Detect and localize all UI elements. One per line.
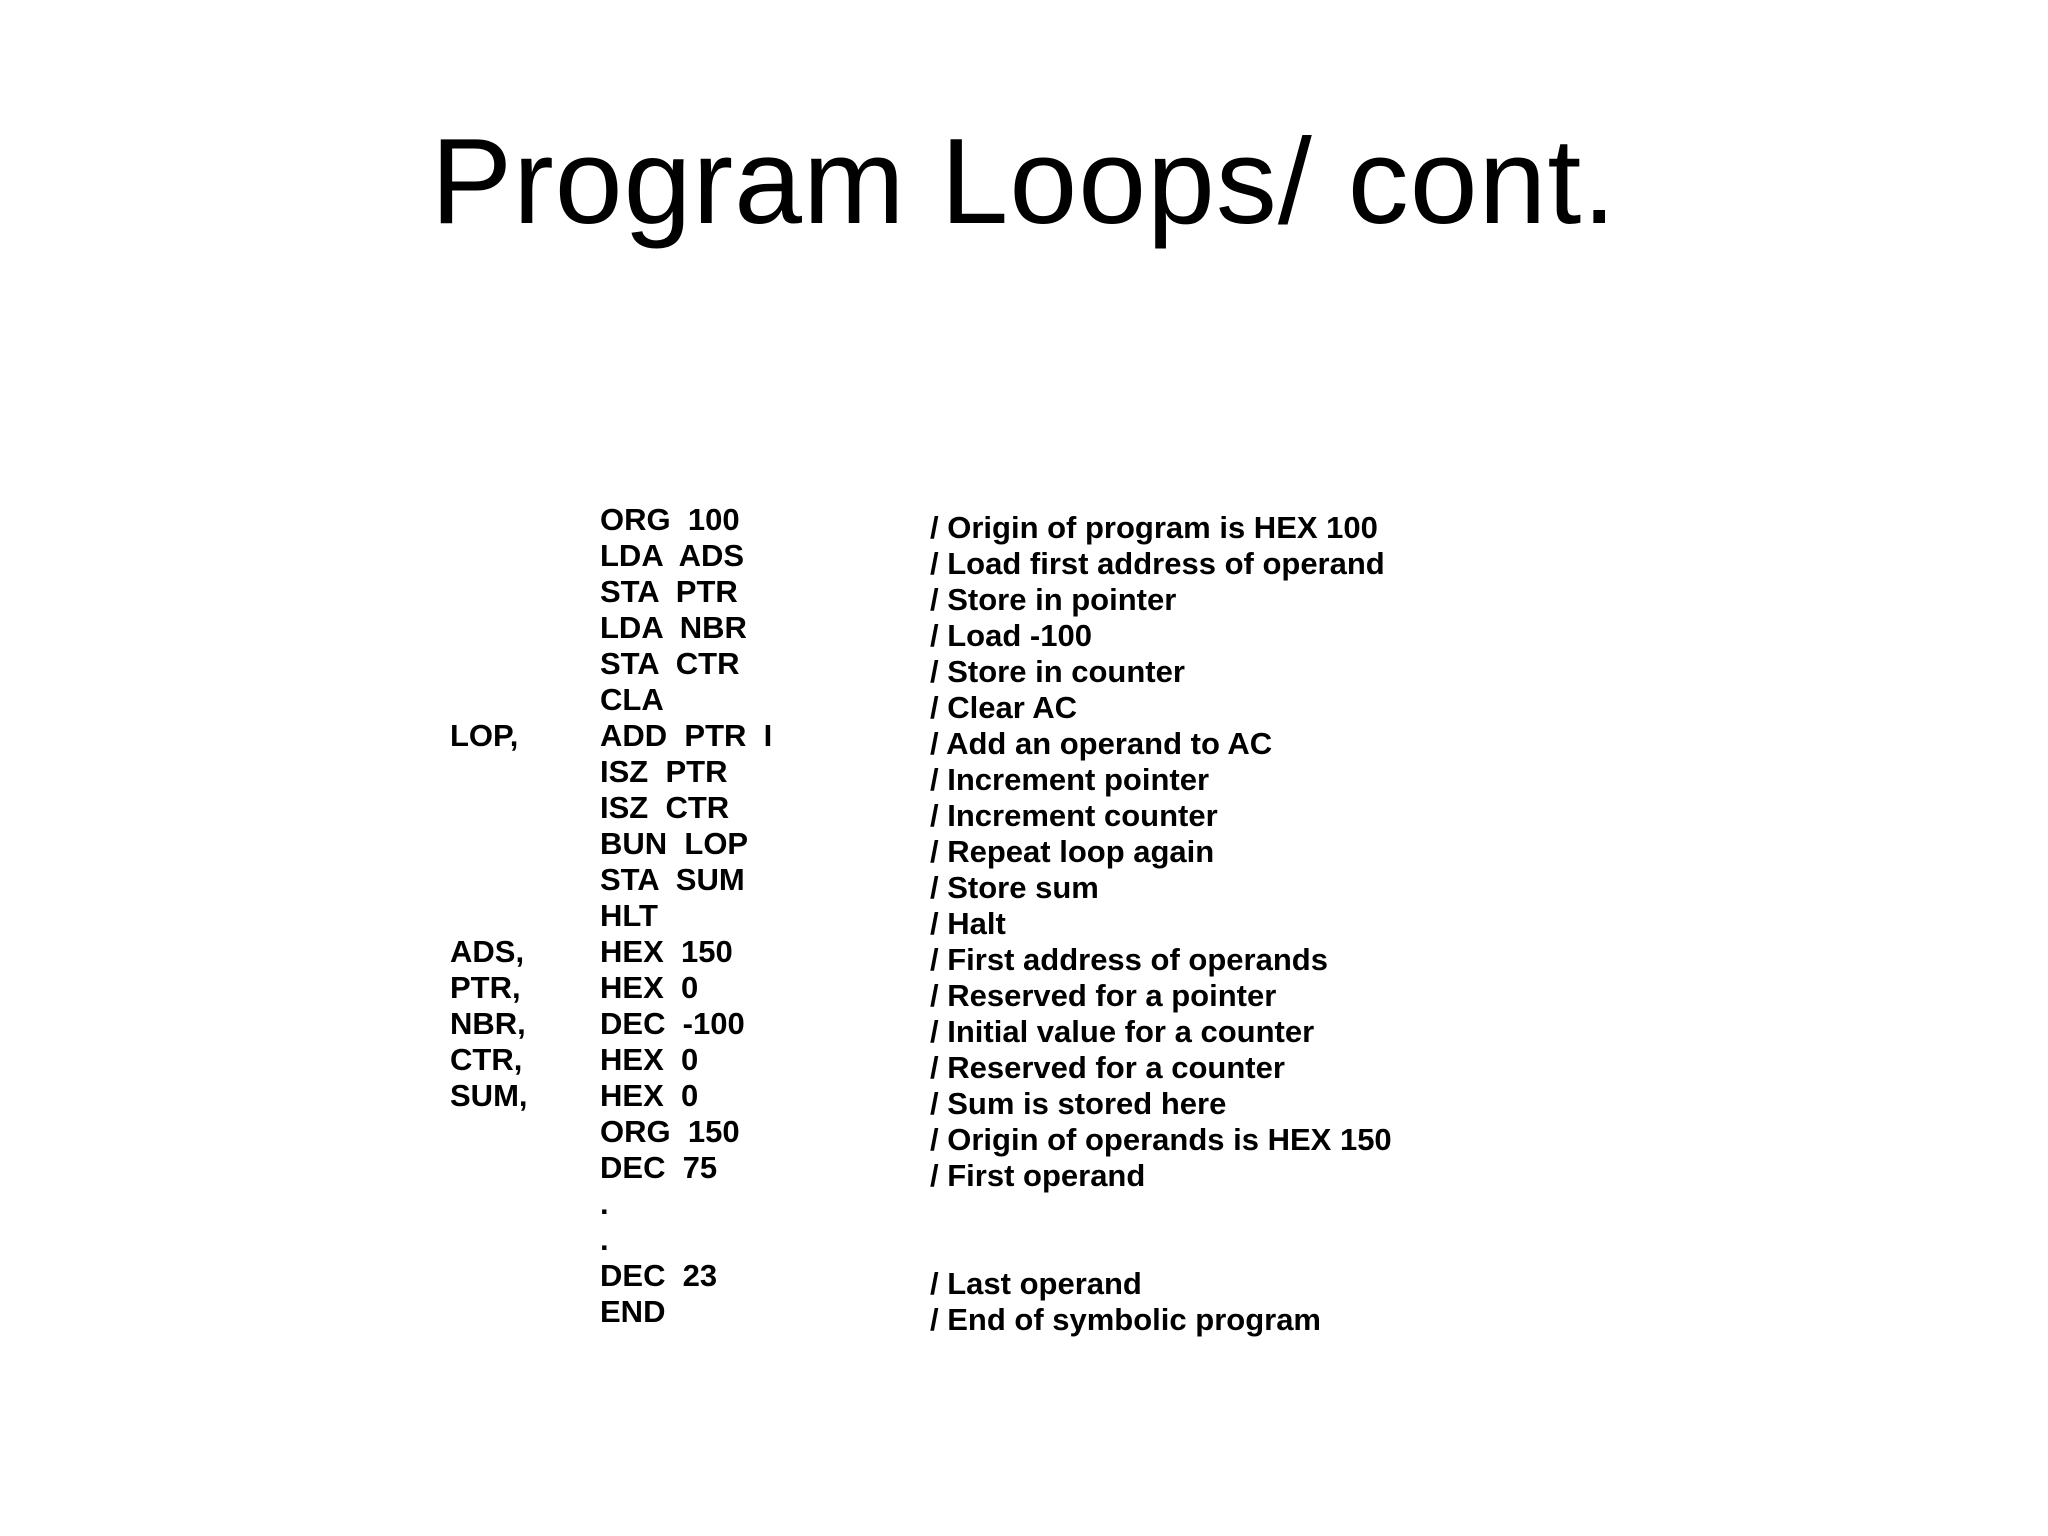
line-instruction: ISZ PTR	[600, 754, 728, 789]
line-instruction: HEX 0	[600, 970, 699, 1005]
line-instruction: BUN LOP	[600, 826, 749, 861]
line-comment: / Add an operand to AC	[930, 726, 1273, 761]
line-instruction: DEC 23	[600, 1258, 718, 1293]
line-comment: / First address of operands	[930, 942, 1328, 977]
line-comment: / Halt	[930, 906, 1006, 941]
line-instruction: LDA ADS	[600, 538, 745, 573]
line-comment: / Sum is stored here	[930, 1086, 1227, 1121]
line-instruction: ORG 100	[600, 502, 740, 537]
line-comment: / Increment pointer	[930, 762, 1210, 797]
line-comment: / Store in counter	[930, 654, 1185, 689]
line-comment: / Initial value for a counter	[930, 1014, 1315, 1049]
line-comment: / Load first address of operand	[930, 546, 1385, 581]
line-instruction: ADD PTR I	[600, 718, 773, 753]
line-comment: / Origin of program is HEX 100	[930, 510, 1378, 545]
line-instruction: CLA	[600, 682, 664, 717]
line-comment: / Last operand	[930, 1266, 1142, 1301]
line-instruction: LDA NBR	[600, 610, 747, 645]
line-comment: / First operand	[930, 1158, 1146, 1193]
line-instruction: DEC -100	[600, 1006, 745, 1041]
line-label: CTR,	[450, 1042, 523, 1077]
line-label: PTR,	[450, 970, 521, 1005]
line-comment: / Repeat loop again	[930, 834, 1215, 869]
line-label: SUM,	[450, 1078, 528, 1113]
line-comment: / Origin of operands is HEX 150	[930, 1122, 1392, 1157]
line-instruction: ORG 150	[600, 1114, 740, 1149]
line-label: LOP,	[450, 718, 519, 753]
line-instruction: STA SUM	[600, 862, 745, 897]
line-instruction: .	[600, 1222, 609, 1257]
line-instruction: DEC 75	[600, 1150, 718, 1185]
line-comment: / End of symbolic program	[930, 1302, 1321, 1337]
line-instruction: END	[600, 1294, 666, 1329]
line-comment: / Reserved for a pointer	[930, 978, 1277, 1013]
slide-title: Program Loops/ cont.	[430, 113, 1618, 249]
line-instruction: .	[600, 1186, 609, 1221]
line-comment: / Store in pointer	[930, 582, 1177, 617]
line-label: ADS,	[450, 934, 525, 969]
line-comment: / Store sum	[930, 870, 1099, 905]
line-instruction: HLT	[600, 898, 658, 933]
line-instruction: ISZ CTR	[600, 790, 730, 825]
line-instruction: HEX 150	[600, 934, 733, 969]
line-comment: / Increment counter	[930, 798, 1218, 833]
line-comment: / Reserved for a counter	[930, 1050, 1285, 1085]
line-instruction: HEX 0	[600, 1078, 699, 1113]
line-instruction: STA CTR	[600, 646, 740, 681]
line-instruction: HEX 0	[600, 1042, 699, 1077]
line-comment: / Clear AC	[930, 690, 1078, 725]
line-comment: / Load -100	[930, 618, 1092, 653]
line-instruction: STA PTR	[600, 574, 738, 609]
line-label: NBR,	[450, 1006, 526, 1041]
